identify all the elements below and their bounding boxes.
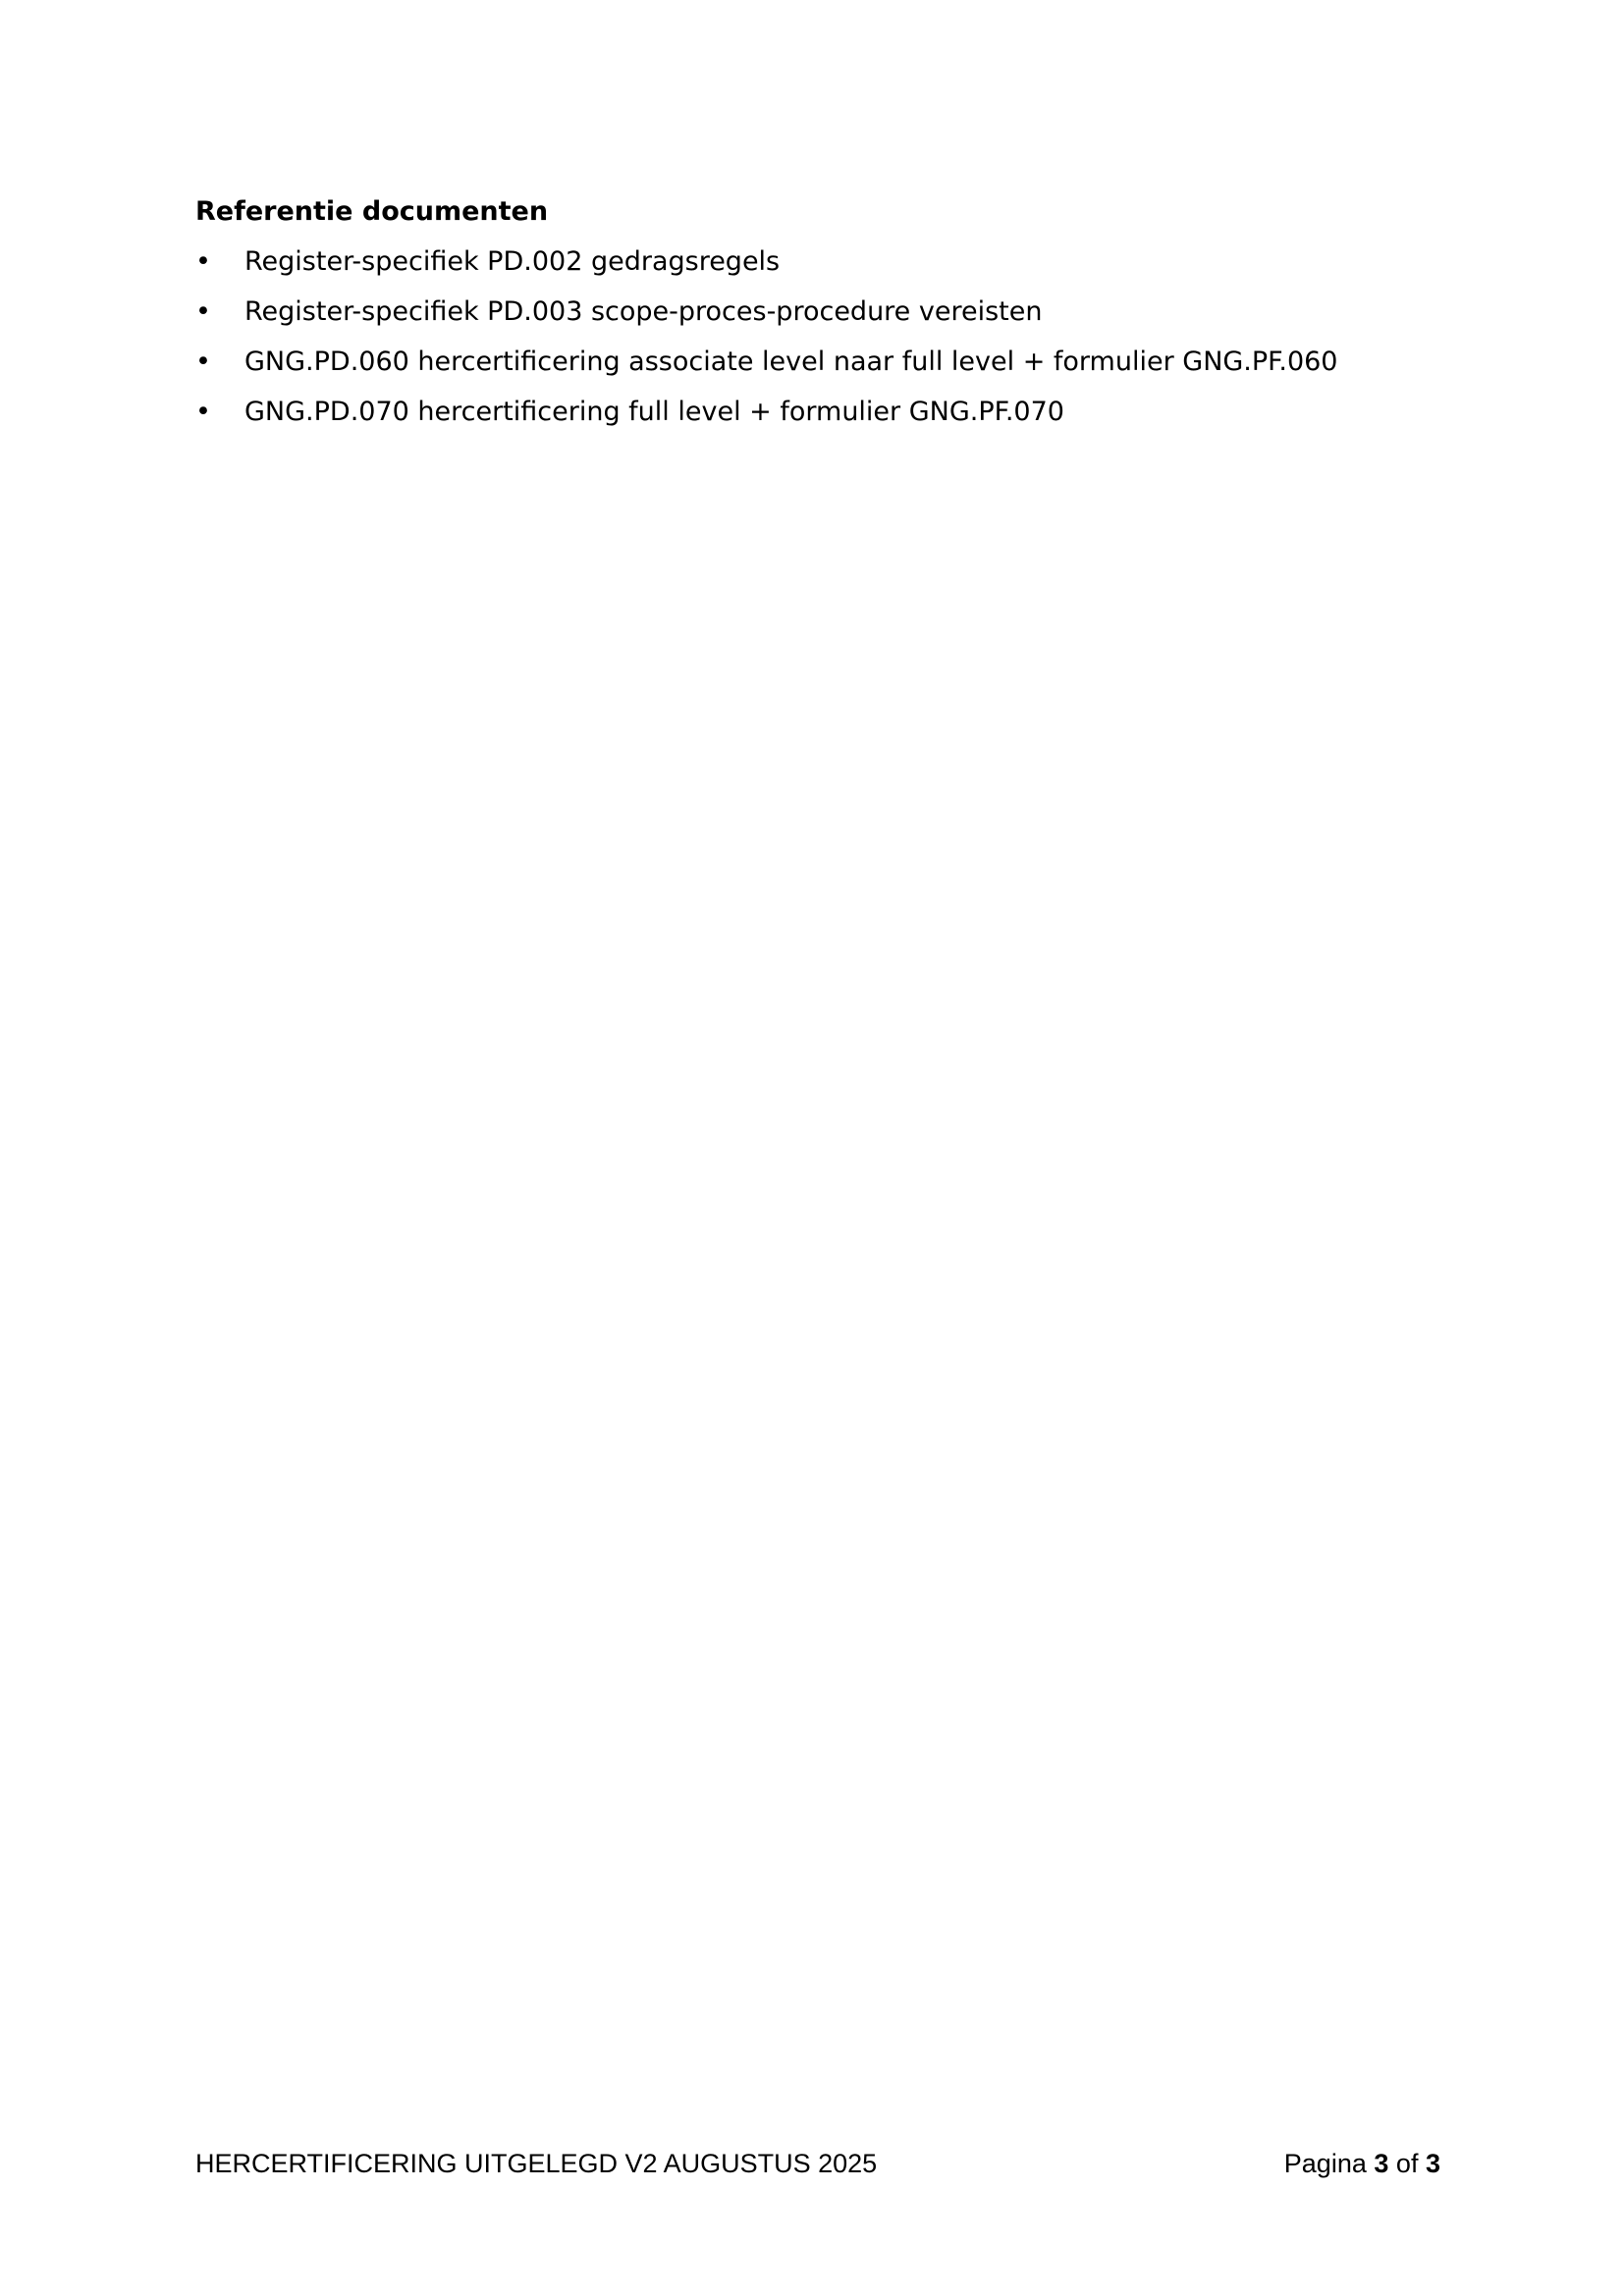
- page-of: of: [1395, 2149, 1419, 2178]
- reference-documents-section: [195, 192, 1472, 443]
- list-item: [195, 393, 1472, 432]
- page-total: 3: [1425, 2149, 1440, 2178]
- bullet-icon: •: [195, 347, 211, 377]
- list-item-text: GNG.PD.060 hercertificering associate level naar full level + formulier GNG.PF.060: [244, 347, 1338, 377]
- list-item-text: Register-specifiek PD.003 scope-proces-procedure vereisten: [244, 296, 1043, 327]
- page-number: [1284, 2144, 1440, 2183]
- page-footer: [195, 2144, 1440, 2183]
- list-item: [195, 242, 1472, 282]
- list-item: [195, 343, 1472, 382]
- page-label: Pagina: [1283, 2149, 1367, 2178]
- bullet-icon: •: [195, 246, 211, 277]
- reference-list: [195, 242, 1472, 432]
- list-item: [195, 293, 1472, 332]
- page-current: 3: [1374, 2149, 1389, 2178]
- list-item-text: GNG.PD.070 hercertificering full level + formulier GNG.PF.070: [244, 397, 1064, 427]
- section-heading: Referentie documenten: [195, 196, 549, 227]
- list-item-text: Register-specifiek PD.002 gedragsregels: [244, 246, 781, 277]
- bullet-icon: •: [195, 296, 211, 327]
- bullet-icon: •: [195, 397, 211, 427]
- footer-document-title: HERCERTIFICERING UITGELEGD V2 AUGUSTUS 2025: [195, 2149, 878, 2178]
